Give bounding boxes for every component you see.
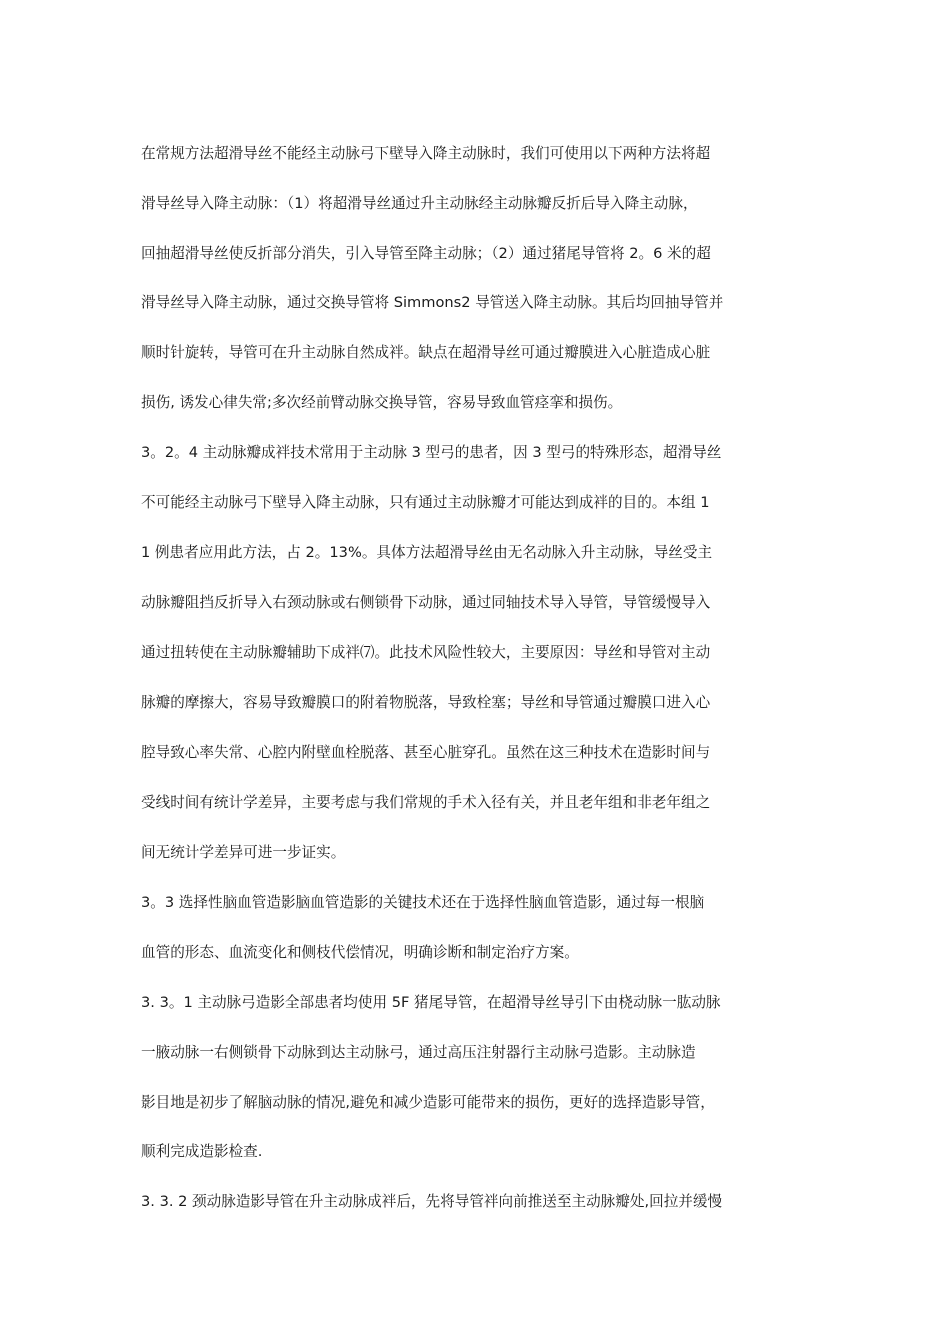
text-line: 顺时针旋转，导管可在升主动脉自然成袢。缺点在超滑导丝可通过瓣膜进入心脏造成心脏 (141, 344, 711, 361)
text-line: 在常规方法超滑导丝不能经主动脉弓下壁导入降主动脉时，我们可使用以下两种方法将超 (141, 145, 711, 162)
text-line: 影目地是初步了解脑动脉的情况,避免和减少造影可能带来的损伤，更好的选择造影导管， (141, 1094, 715, 1111)
text-line: 回抽超滑导丝使反折部分消失，引入导管至降主动脉；（2）通过猪尾导管将 2。6 米的超 (141, 245, 711, 262)
text-line: 动脉瓣阻挡反折导入右颈动脉或右侧锁骨下动脉，通过同轴技术导入导管，导管缓慢导入 (141, 594, 711, 611)
text-line: 1 例患者应用此方法，占 2。13%。具体方法超滑导丝由无名动脉入升主动脉，导丝受主 (141, 544, 713, 561)
text-line: 3。2。4 主动脉瓣成袢技术常用于主动脉 3 型弓的患者，因 3 型弓的特殊形态，超滑导丝 (141, 444, 722, 461)
text-line: 顺利完成造影检查. (141, 1143, 263, 1160)
text-line: 损伤, 诱发心律失常;多次经前臂动脉交换导管，容易导致血管痉挛和损伤。 (141, 394, 623, 411)
text-line: 腔导致心率失常、心腔内附壁血栓脱落、甚至心脏穿孔。虽然在这三种技术在造影时间与 (141, 744, 711, 761)
text-line: 滑导丝导入降主动脉：（1）将超滑导丝通过升主动脉经主动脉瓣反折后导入降主动脉， (141, 195, 698, 212)
text-line: 不可能经主动脉弓下壁导入降主动脉，只有通过主动脉瓣才可能达到成袢的目的。本组 1 (141, 494, 710, 511)
text-line: 3. 3. 2 颈动脉造影导管在升主动脉成袢后，先将导管袢向前推送至主动脉瓣处,回拉并缓慢 (141, 1193, 723, 1210)
text-line: 3. 3。1 主动脉弓造影全部患者均使用 5F 猪尾导管，在超滑导丝导引下由桡动脉一肱动脉 (141, 994, 721, 1011)
text-line: 脉瓣的摩擦大，容易导致瓣膜口的附着物脱落，导致栓塞；导丝和导管通过瓣膜口进入心 (141, 694, 711, 711)
text-line: 受线时间有统计学差异，主要考虑与我们常规的手术入径有关，并且老年组和非老年组之 (141, 794, 711, 811)
text-line: 间无统计学差异可进一步证实。 (141, 844, 346, 861)
text-line: 滑导丝导入降主动脉，通过交换导管将 Simmons2 导管送入降主动脉。其后均回抽导管并 (141, 294, 724, 311)
text-line: 一腋动脉一右侧锁骨下动脉到达主动脉弓，通过高压注射器行主动脉弓造影。主动脉造 (141, 1044, 696, 1061)
text-line: 3。3 选择性脑血管造影脑血管造影的关键技术还在于选择性脑血管造影，通过每一根脑 (141, 894, 705, 911)
text-line: 血管的形态、血流变化和侧枝代偿情况，明确诊断和制定治疗方案。 (141, 944, 579, 961)
text-line: 通过扭转使在主动脉瓣辅助下成袢⑺。此技术风险性较大，主要原因：导丝和导管对主动 (141, 644, 711, 661)
